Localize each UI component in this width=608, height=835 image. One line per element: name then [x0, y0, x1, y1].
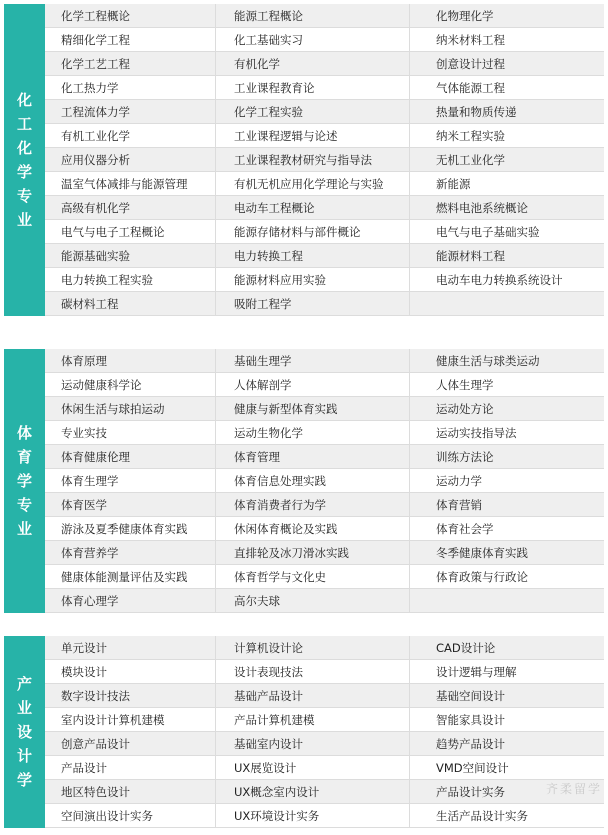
course-cell: 能源存储材料与部件概论 [216, 220, 410, 244]
course-cell: 体育消费者行为学 [216, 493, 410, 517]
course-cell: CAD设计论 [410, 636, 604, 660]
course-cell: 工业课程逻辑与论述 [216, 124, 410, 148]
section-label: 化 工 化 学 专 业 [16, 91, 32, 229]
course-cell: 人体生理学 [410, 373, 604, 397]
table-row [45, 100, 604, 124]
section-chemical-engineering [4, 4, 604, 316]
course-cell: 基础产品设计 [216, 684, 410, 708]
table-row [45, 220, 604, 244]
table-row [45, 660, 604, 684]
course-cell: 化学工程概论 [45, 4, 216, 28]
table-row [45, 268, 604, 292]
course-cell: 运动处方论 [410, 397, 604, 421]
course-cell: 化工热力学 [45, 76, 216, 100]
course-cell: 高尔夫球 [216, 589, 410, 613]
course-cell: 运动健康科学论 [45, 373, 216, 397]
course-cell: 休闲生活与球拍运动 [45, 397, 216, 421]
course-cell: 能源材料工程 [410, 244, 604, 268]
course-cell: 有机工业化学 [45, 124, 216, 148]
course-cell: 无机工业化学 [410, 148, 604, 172]
course-cell: 室内设计计算机建模 [45, 708, 216, 732]
course-cell: 基础空间设计 [410, 684, 604, 708]
course-cell: 人体解剖学 [216, 373, 410, 397]
course-cell: 电力转换工程实验 [45, 268, 216, 292]
course-cell: 创意产品设计 [45, 732, 216, 756]
course-cell: 化学工艺工程 [45, 52, 216, 76]
course-cell: 燃料电池系统概论 [410, 196, 604, 220]
course-cell: 高级有机化学 [45, 196, 216, 220]
course-cell: 纳米工程实验 [410, 124, 604, 148]
table-row [45, 804, 604, 828]
course-cell: 趋势产品设计 [410, 732, 604, 756]
course-cell [410, 292, 604, 316]
section-label: 体 育 学 专 业 [16, 424, 32, 538]
course-cell: 体育社会学 [410, 517, 604, 541]
table-row [45, 565, 604, 589]
table-row [45, 349, 604, 373]
table-row [45, 445, 604, 469]
course-cell: 体育信息处理实践 [216, 469, 410, 493]
table-row [45, 76, 604, 100]
course-cell: 体育管理 [216, 445, 410, 469]
course-cell: 热量和物质传递 [410, 100, 604, 124]
course-cell: 新能源 [410, 172, 604, 196]
course-cell: 气体能源工程 [410, 76, 604, 100]
course-cell: 电动车工程概论 [216, 196, 410, 220]
course-cell: 电气与电子基础实验 [410, 220, 604, 244]
course-cell: 工程流体力学 [45, 100, 216, 124]
table-row [45, 172, 604, 196]
course-cell: 电力转换工程 [216, 244, 410, 268]
course-cell: 休闲体育概论及实践 [216, 517, 410, 541]
course-table [45, 4, 604, 316]
table-row [45, 196, 604, 220]
table-row [45, 517, 604, 541]
course-cell: 工业课程教育论 [216, 76, 410, 100]
course-cell: 单元设计 [45, 636, 216, 660]
course-cell: 能源基础实验 [45, 244, 216, 268]
course-cell: 空间演出设计实务 [45, 804, 216, 828]
course-cell: 体育健康伦理 [45, 445, 216, 469]
table-row [45, 4, 604, 28]
course-cell: 有机无机应用化学理论与实验 [216, 172, 410, 196]
course-cell: 训练方法论 [410, 445, 604, 469]
course-cell: 化物理化学 [410, 4, 604, 28]
table-row [45, 397, 604, 421]
course-cell: 基础生理学 [216, 349, 410, 373]
table-row [45, 244, 604, 268]
table-row [45, 684, 604, 708]
course-cell: 专业实技 [45, 421, 216, 445]
table-row [45, 292, 604, 316]
course-cell: 体育原理 [45, 349, 216, 373]
section-industrial-design [4, 636, 604, 828]
section-physical-education [4, 349, 604, 613]
table-row [45, 732, 604, 756]
course-cell: 数字设计技法 [45, 684, 216, 708]
table-row [45, 148, 604, 172]
table-row [45, 756, 604, 780]
course-cell: 冬季健康体育实践 [410, 541, 604, 565]
course-cell: 产品计算机建模 [216, 708, 410, 732]
course-cell: 体育心理学 [45, 589, 216, 613]
course-cell: 碳材料工程 [45, 292, 216, 316]
course-cell: 体育政策与行政论 [410, 565, 604, 589]
table-row [45, 373, 604, 397]
course-cell: 设计逻辑与理解 [410, 660, 604, 684]
course-cell: 电气与电子工程概论 [45, 220, 216, 244]
course-cell: 能源工程概论 [216, 4, 410, 28]
course-cell: UX概念室内设计 [216, 780, 410, 804]
course-cell: 直排轮及冰刀滑冰实践 [216, 541, 410, 565]
course-cell: 地区特色设计 [45, 780, 216, 804]
course-cell: 工业课程教材研究与指导法 [216, 148, 410, 172]
course-cell: 健康与新型体育实践 [216, 397, 410, 421]
table-row [45, 708, 604, 732]
table-row [45, 28, 604, 52]
course-cell: 化工基础实习 [216, 28, 410, 52]
section-side-label [4, 349, 45, 613]
course-cell: 温室气体减排与能源管理 [45, 172, 216, 196]
table-row [45, 124, 604, 148]
course-cell: 创意设计过程 [410, 52, 604, 76]
course-cell: 计算机设计论 [216, 636, 410, 660]
table-row [45, 493, 604, 517]
course-cell: 体育医学 [45, 493, 216, 517]
table-row [45, 52, 604, 76]
course-table [45, 349, 604, 613]
course-cell: 运动实技指导法 [410, 421, 604, 445]
course-cell: 纳米材料工程 [410, 28, 604, 52]
course-cell: 电动车电力转换系统设计 [410, 268, 604, 292]
course-cell: 产品设计 [45, 756, 216, 780]
watermark: 齐柔留学 [545, 782, 602, 796]
table-row [45, 541, 604, 565]
course-cell [410, 589, 604, 613]
course-cell: 生活产品设计实务 [410, 804, 604, 828]
course-cell: 模块设计 [45, 660, 216, 684]
course-cell: 化学工程实验 [216, 100, 410, 124]
course-cell: 吸附工程学 [216, 292, 410, 316]
course-cell: 运动生物化学 [216, 421, 410, 445]
course-cell: 基础室内设计 [216, 732, 410, 756]
course-cell: 智能家具设计 [410, 708, 604, 732]
course-cell: 体育营养学 [45, 541, 216, 565]
table-row [45, 469, 604, 493]
course-cell: VMD空间设计 [410, 756, 604, 780]
table-row [45, 589, 604, 613]
course-cell: UX环境设计实务 [216, 804, 410, 828]
course-cell: 体育哲学与文化史 [216, 565, 410, 589]
course-table [45, 636, 604, 828]
section-side-label [4, 636, 45, 828]
course-cell: 设计表现技法 [216, 660, 410, 684]
table-row [45, 780, 604, 804]
course-cell: 应用仪器分析 [45, 148, 216, 172]
course-cell: 产品设计实务 [410, 780, 604, 804]
course-cell: 精细化学工程 [45, 28, 216, 52]
course-cell: 健康生活与球类运动 [410, 349, 604, 373]
section-label: 产 业 设 计 学 [16, 675, 32, 789]
course-cell: 有机化学 [216, 52, 410, 76]
table-row [45, 421, 604, 445]
course-cell: 运动力学 [410, 469, 604, 493]
course-cell: 体育营销 [410, 493, 604, 517]
section-side-label [4, 4, 45, 316]
course-cell: 健康体能测量评估及实践 [45, 565, 216, 589]
course-cell: 游泳及夏季健康体育实践 [45, 517, 216, 541]
course-cell: UX展览设计 [216, 756, 410, 780]
table-row [45, 636, 604, 660]
course-cell: 体育生理学 [45, 469, 216, 493]
course-cell: 能源材料应用实验 [216, 268, 410, 292]
